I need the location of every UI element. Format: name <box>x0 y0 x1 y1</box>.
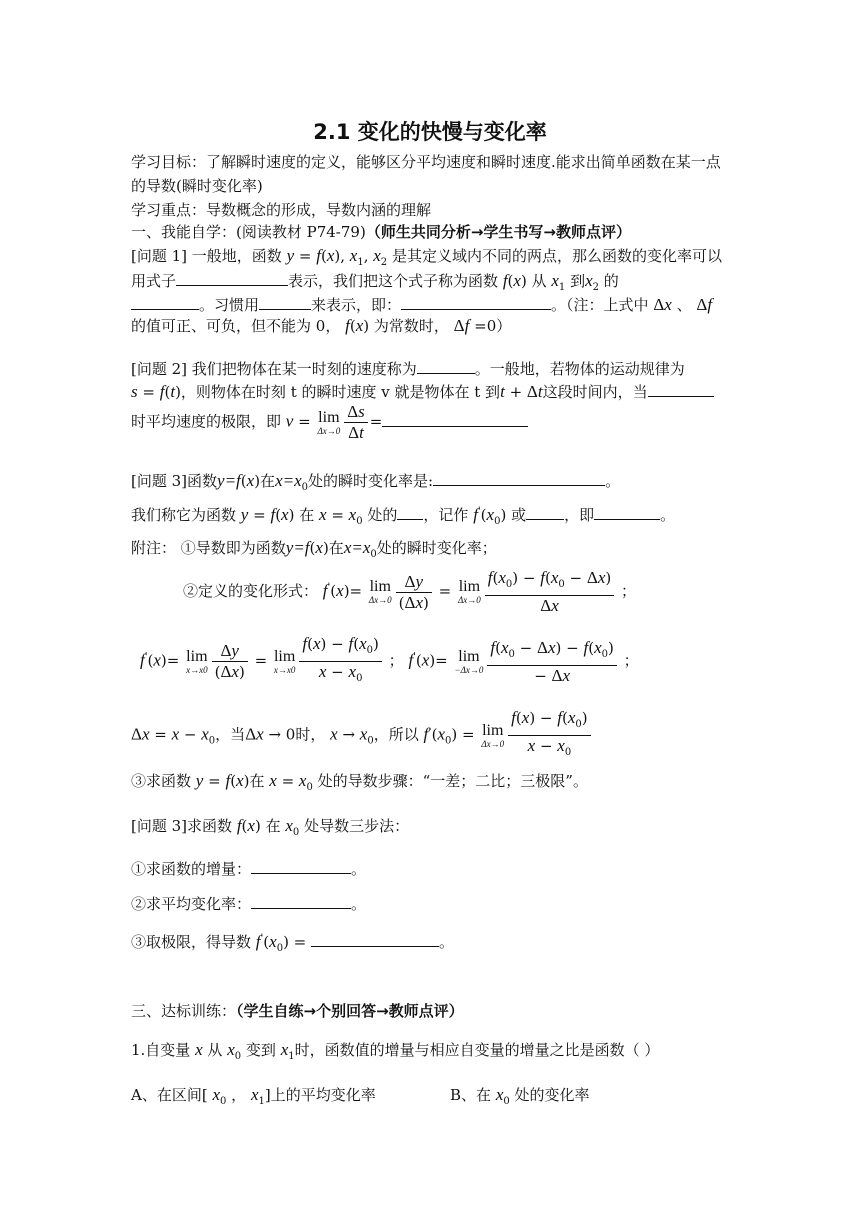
section-practice: 三、达标训练：（学生自练→个别回答→教师点评） <box>131 1002 464 1020</box>
question2-line2: s = f(t)，则物体在时刻 t 的瞬时速度 v 就是物体在 t 到t + Δt这段时间内，当 <box>131 381 714 402</box>
note4-formula: $\Delta x = x - x_0$，当Δx → 0时， $x \to x_0$，所以 $f'(x_0)$ = lim Δx→0 $\frac{f(x) - f(x_0)}{x - x_0}$ <box>131 708 593 763</box>
problem3-heading: [问题 3]求函数 f(x) 在 $x_0$ 处导数三步法： <box>131 816 410 838</box>
question3-line1: [问题 3]函数y=f(x)在$x=x_0$处的瞬时变化率是: 。 <box>131 471 621 493</box>
question1-line2: 用式子 表示，我们把这个式子称为函数 f(x) 从 $x_1$ 到$x_2$ 的 <box>131 271 619 293</box>
step2: ②求平均变化率： 。 <box>131 895 367 913</box>
question1-line3: 。习惯用 来表示，即： 。（注：上式中 Δx 、 Δf <box>131 294 712 315</box>
step3: ③取极限，得导数 $f'(x_0)$ = 。 <box>131 932 455 954</box>
learning-goal-line2: 的导数(瞬时变化率) <box>131 177 263 195</box>
question2-line1: [问题 2] 我们把物体在某一时刻的速度称为 。一般地，若物体的运动规律为 <box>131 360 685 378</box>
exercise1-question: 1.自变量 x 从 $x_0$ 变到 $x_1$时，函数值的增量与相应自变量的增量之比是函数（ ） <box>131 1040 660 1062</box>
question3-line2: 我们称它为函数 y = f(x) 在 $x = x_0$ 处的 ，记作 $f'(x_0)$ 或 ，即 。 <box>131 505 676 527</box>
note3-formula: f'(x)= lim x→x0 $\frac{\Delta y}{(\Delta x)}$ = lim x→x0 $\frac{f(x) - f(x_0)}{x - x_0}$ ； f'(x)= lim −Δx→0 $\frac{f(x_0 - \Delta x) - f(x_0)}{- \Delta x}$ ； <box>140 634 639 685</box>
note2-formula: ②定义的变化形式： f'(x)= lim Δx→0 $\frac{\Delta y}{(\Delta x)}$ = lim Δx→0 $\frac{f(x_0) - f(x_0 - \Delta x)}{\Delta x}$ ； <box>183 568 636 615</box>
note1: 附注： ①导数即为函数y=f(x)在$x=x_0$处的瞬时变化率； <box>131 538 497 560</box>
exercise1-option-a: A、在区间[ $x_0$ ， $x_1$]上的平均变化率 <box>131 1085 376 1107</box>
question1-line4: 的值可正、可负，但不能为 0， f(x) 为常数时， Δf =0） <box>131 316 512 335</box>
step1: ①求函数的增量： 。 <box>131 860 367 878</box>
section-self-study: 一、我能自学：(阅读教材 P74-79)（师生共同分析→学生书写→教师点评） <box>131 223 631 241</box>
question1-line1: [问题 1] 一般地，函数 y = f(x), $x_1$, $x_2$ 是其定义域内不同的两点，那么函数的变化率可以 <box>131 246 722 268</box>
exercise1-option-b: B、在 $x_0$ 处的变化率 <box>450 1085 590 1107</box>
question2-line3: 时平均速度的极限，即 v = lim Δx→0 $\frac{\Delta s}{\Delta t}$ = <box>131 402 528 443</box>
learning-focus: 学习重点：导数概念的形成，导数内涵的理解 <box>131 201 432 219</box>
learning-goal-line1: 学习目标：了解瞬时速度的定义，能够区分平均速度和瞬时速度.能求出简单函数在某一点 <box>131 153 721 171</box>
page-title: 2.1 变化的快慢与变化率 <box>313 120 547 144</box>
note5: ③求函数 y = f(x)在 $x = x_0$ 处的导数步骤：“一差；二比；三极限”。 <box>131 771 588 793</box>
